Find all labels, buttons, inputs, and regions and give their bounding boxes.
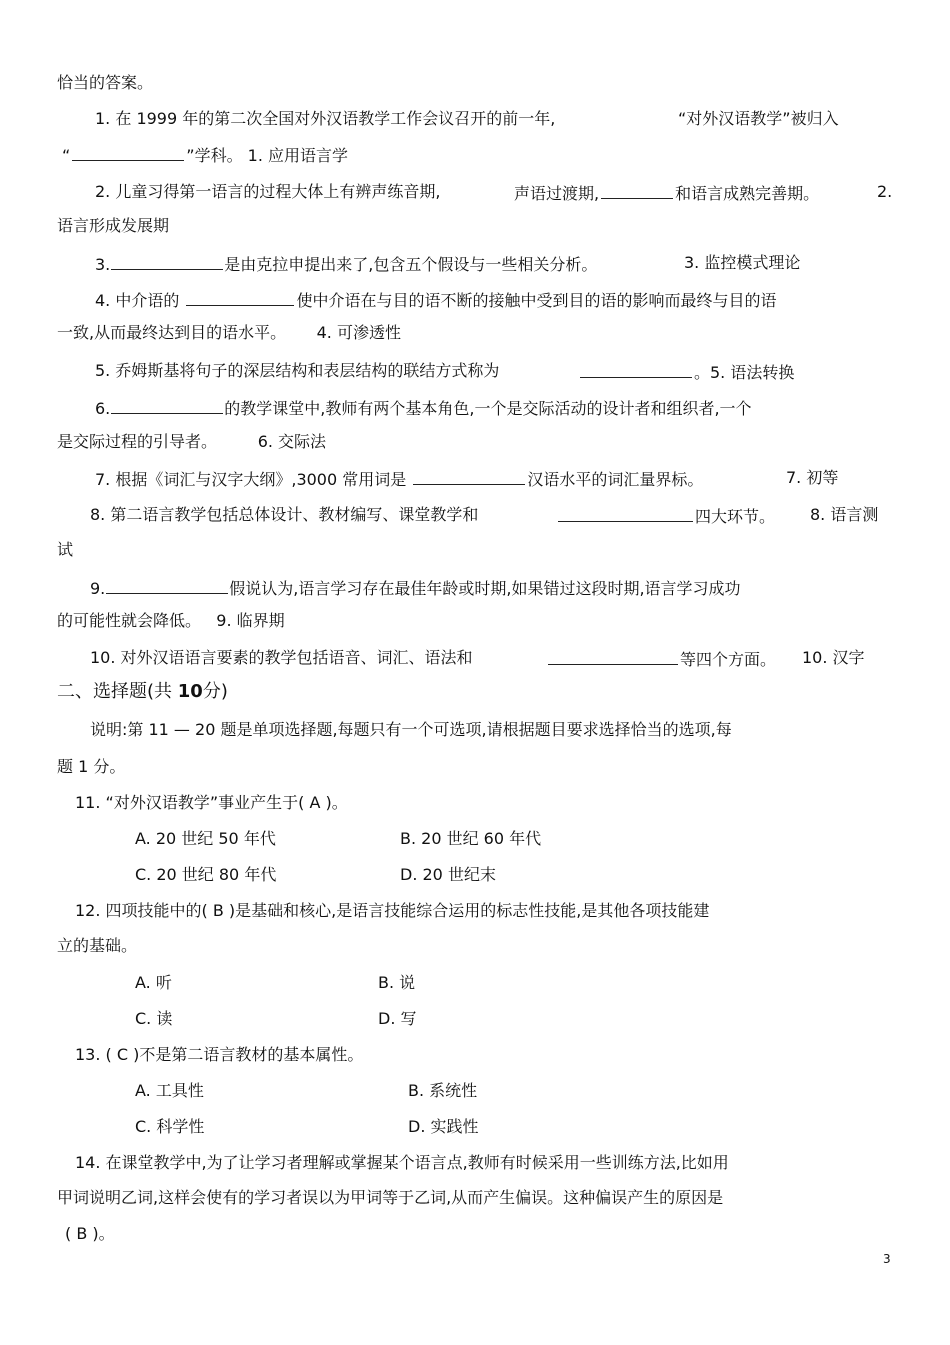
- q8-answer: 8. 语言测: [810, 505, 879, 524]
- q14-stem-cont: 甲词说明乙词,这样会使有的学习者误以为甲词等于乙词,从而产生偏误。这种偏误产生的原因是: [57, 1188, 724, 1207]
- section-2-note-end: 题 1 分。: [57, 757, 126, 776]
- q13-option-c: C. 科学性: [135, 1117, 205, 1136]
- q4-text-cont: 使中介语在与目的语不断的接触中受到目的语的影响而最终与目的语: [296, 291, 777, 310]
- q11-option-b: B. 20 世纪 60 年代: [400, 829, 542, 848]
- q4-text-end: 一致,从而最终达到目的语水平。: [57, 323, 287, 342]
- q12-stem: 12. 四项技能中的( B )是基础和核心,是语言技能综合运用的标志性技能,是其他各项技能建: [75, 901, 710, 920]
- section-2-heading-pre: 二、选择题(共: [57, 681, 173, 702]
- q5-text: 5. 乔姆斯基将句子的深层结构和表层结构的联结方式称为: [95, 361, 500, 380]
- q3-num: 3.: [95, 255, 111, 274]
- q9-blank: [106, 577, 228, 594]
- q3-text: 是由克拉申提出来了,包含五个假设与一些相关分析。: [224, 255, 598, 274]
- q5-line: [580, 361, 794, 383]
- section-2-heading-post: 分): [202, 681, 228, 702]
- q8-text: 8. 第二语言教学包括总体设计、教材编写、课堂教学和: [90, 505, 479, 524]
- q8-answer-end: 试: [57, 540, 74, 559]
- q4-line: [95, 289, 776, 311]
- q2-text: 2. 儿童习得第一语言的过程大体上有辨声练音期,: [95, 182, 441, 201]
- page-number: 3: [883, 1252, 891, 1266]
- q11-option-c: C. 20 世纪 80 年代: [135, 865, 277, 884]
- q12-stem-end: 立的基础。: [57, 936, 138, 955]
- q9-answer: 9. 临界期: [216, 611, 285, 630]
- q6-line2: [57, 432, 326, 452]
- q5-answer: 。5. 语法转换: [694, 363, 795, 382]
- q9-text-end: 的可能性就会降低。: [57, 611, 202, 630]
- section-2-heading: [57, 682, 228, 702]
- q6-num: 6.: [95, 399, 111, 418]
- q12-option-a: A. 听: [135, 973, 172, 992]
- q1-blank: [72, 144, 184, 161]
- q7-answer: 7. 初等: [786, 468, 839, 487]
- q13-option-a: A. 工具性: [135, 1081, 204, 1100]
- q10-text: 10. 对外汉语语言要素的教学包括语音、词汇、语法和: [90, 648, 473, 667]
- q12-option-c: C. 读: [135, 1009, 173, 1028]
- q14-stem: 14. 在课堂教学中,为了让学习者理解或掌握某个语言点,教师有时候采用一些训练方法,比如用: [75, 1153, 729, 1172]
- section-2-note: 说明:第 11 — 20 题是单项选择题,每题只有一个可选项,请根据题目要求选择恰当的选项,每: [90, 720, 732, 739]
- q7-line: [95, 468, 703, 490]
- q1-line2: [62, 144, 348, 166]
- q6-text-end: 是交际过程的引导者。: [57, 432, 218, 451]
- section-2-heading-num: 10: [177, 681, 203, 702]
- q1-answer: ”学科。 1. 应用语言学: [186, 146, 349, 165]
- q4-text: 4. 中介语的: [95, 291, 180, 310]
- q9-num: 9.: [90, 579, 106, 598]
- q13-option-d: D. 实践性: [408, 1117, 479, 1136]
- q9-text: 假说认为,语言学习存在最佳年龄或时期,如果错过这段时期,语言学习成功: [229, 579, 741, 598]
- q10-answer: 10. 汉字: [802, 648, 865, 667]
- q4-blank: [186, 289, 294, 306]
- q2-answer: 语言形成发展期: [57, 216, 170, 235]
- q2-text-cont: 声语过渡期,: [514, 184, 600, 203]
- q6-answer: 6. 交际法: [257, 432, 327, 451]
- q2-text-end: 和语言成熟完善期。: [675, 184, 820, 203]
- q13-stem: 13. ( C )不是第二语言教材的基本属性。: [75, 1045, 364, 1064]
- q6-blank: [111, 397, 223, 414]
- q11-option-a: A. 20 世纪 50 年代: [135, 829, 276, 848]
- q11-option-d: D. 20 世纪末: [400, 865, 496, 884]
- q2-blank: [601, 182, 673, 199]
- q7-text: 7. 根据《词汇与汉字大纲》,3000 常用词是: [95, 470, 407, 489]
- q10-line: [548, 648, 776, 670]
- q8-text-cont: 四大环节。: [695, 507, 776, 526]
- q3-blank: [111, 253, 223, 270]
- q12-option-b: B. 说: [378, 973, 416, 992]
- q8-line: [558, 505, 775, 527]
- q13-option-b: B. 系统性: [408, 1081, 478, 1100]
- q9-line: [90, 577, 741, 599]
- q6-text: 的教学课堂中,教师有两个基本角色,一个是交际活动的设计者和组织者,一个: [224, 399, 752, 418]
- q4-line2: [57, 323, 401, 343]
- q1-text: 1. 在 1999 年的第二次全国对外汉语教学工作会议召开的前一年,: [95, 109, 556, 128]
- q7-text-cont: 汉语水平的词汇量界标。: [527, 470, 704, 489]
- q4-answer: 4. 可渗透性: [316, 323, 401, 342]
- q2-answer-num: 2.: [877, 182, 893, 201]
- q3-line: [95, 253, 597, 275]
- q1-open-quote: “: [62, 146, 71, 165]
- intro-tail: 恰当的答案。: [57, 73, 154, 92]
- q14-answer: ( B )。: [65, 1224, 115, 1243]
- q11-stem: 11. “对外汉语教学”事业产生于( A )。: [75, 793, 348, 812]
- q6-line: [95, 397, 752, 419]
- q10-text-cont: 等四个方面。: [680, 650, 777, 669]
- q8-blank: [558, 505, 693, 522]
- q10-blank: [548, 648, 678, 665]
- q1-text-cont: “对外汉语教学”被归入: [678, 109, 839, 128]
- q12-option-d: D. 写: [378, 1009, 417, 1028]
- q5-blank: [580, 361, 692, 378]
- q2-line1: [514, 182, 819, 204]
- q9-line2: [57, 611, 285, 631]
- q3-answer: 3. 监控模式理论: [684, 253, 801, 272]
- q7-blank: [413, 468, 525, 485]
